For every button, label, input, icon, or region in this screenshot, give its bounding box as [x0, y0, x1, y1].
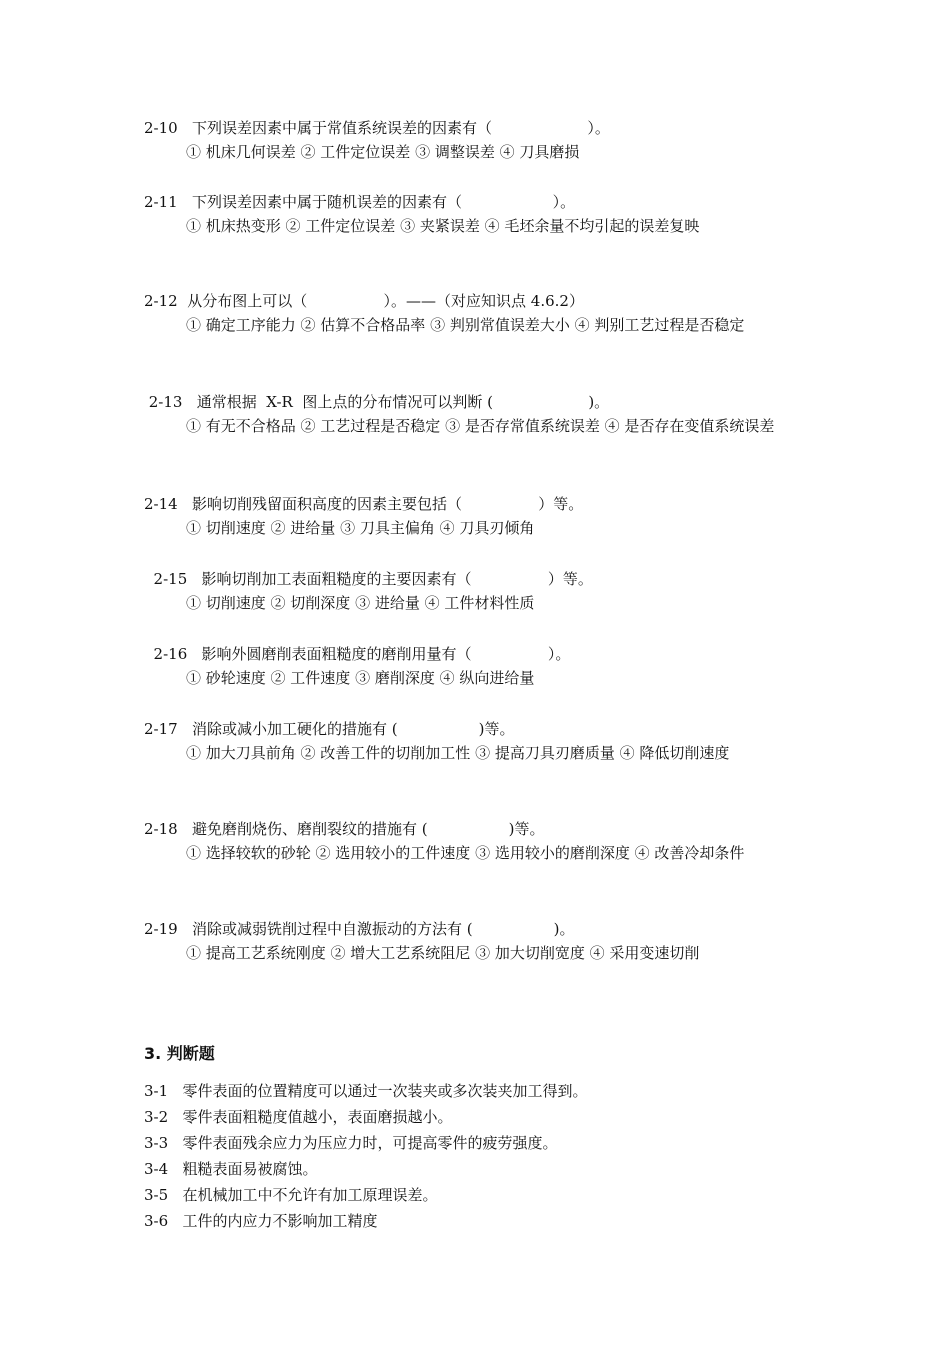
question-stem: 2-18 避免磨削烧伤、磨削裂纹的措施有 ( )等。 [144, 820, 545, 838]
question-stem: 2-12 从分布图上可以（ ）。——（对应知识点 4.6.2） [144, 292, 584, 310]
section-title: 3. 判断题 [144, 1044, 215, 1063]
question-options: ① 提高工艺系统刚度 ② 增大工艺系统阻尼 ③ 加大切削宽度 ④ 采用变速切削 [186, 944, 700, 962]
question-options: ① 选择较软的砂轮 ② 选用较小的工件速度 ③ 选用较小的磨削深度 ④ 改善冷却条件 [186, 844, 745, 862]
question-stem: 2-10 下列误差因素中属于常值系统误差的因素有（ ）。 [144, 119, 610, 137]
question-options: ① 切削速度 ② 进给量 ③ 刀具主偏角 ④ 刀具刃倾角 [186, 519, 535, 537]
question-options: ① 机床几何误差 ② 工件定位误差 ③ 调整误差 ④ 刀具磨损 [186, 143, 580, 161]
question-2-15 [144, 567, 804, 615]
question-options: ① 确定工序能力 ② 估算不合格品率 ③ 判别常值误差大小 ④ 判别工艺过程是否稳定 [186, 316, 745, 334]
true-false-list [144, 1078, 804, 1234]
question-2-13 [144, 390, 804, 438]
question-2-12 [144, 289, 804, 337]
question-stem: 2-17 消除或减小加工硬化的措施有 ( )等。 [144, 720, 515, 738]
question-2-19 [144, 917, 804, 965]
question-options: ① 机床热变形 ② 工件定位误差 ③ 夹紧误差 ④ 毛坯余量不均引起的误差复映 [186, 217, 700, 235]
question-options: ① 砂轮速度 ② 工件速度 ③ 磨削深度 ④ 纵向进给量 [186, 669, 535, 687]
question-options: ① 加大刀具前角 ② 改善工件的切削加工性 ③ 提高刀具刃磨质量 ④ 降低切削速度 [186, 744, 730, 762]
question-2-10 [144, 116, 804, 164]
list-item: 3-6 工件的内应力不影响加工精度 [144, 1212, 378, 1230]
question-2-16 [144, 642, 804, 690]
question-options: ① 有无不合格品 ② 工艺过程是否稳定 ③ 是否存常值系统误差 ④ 是否存在变值系统误差 [186, 417, 775, 435]
list-item: 3-3 零件表面残余应力为压应力时，可提高零件的疲劳强度。 [144, 1134, 558, 1152]
list-item: 3-5 在机械加工中不允许有加工原理误差。 [144, 1186, 438, 1204]
question-2-11 [144, 190, 804, 238]
question-2-17 [144, 717, 804, 765]
question-options: ① 切削速度 ② 切削深度 ③ 进给量 ④ 工件材料性质 [186, 594, 535, 612]
question-stem: 2-15 影响切削加工表面粗糙度的主要因素有（ ）等。 [144, 570, 593, 588]
question-stem: 2-19 消除或减弱铣削过程中自激振动的方法有 ( )。 [144, 920, 575, 938]
question-2-18 [144, 817, 804, 865]
question-2-14 [144, 492, 804, 540]
list-item: 3-4 粗糙表面易被腐蚀。 [144, 1160, 318, 1178]
question-stem: 2-16 影响外圆磨削表面粗糙度的磨削用量有（ ）。 [144, 645, 571, 663]
question-stem: 2-14 影响切削残留面积高度的因素主要包括（ ）等。 [144, 495, 584, 513]
question-stem: 2-13 通常根据 X-R 图上点的分布情况可以判断 ( )。 [144, 393, 610, 411]
list-item: 3-1 零件表面的位置精度可以通过一次装夹或多次装夹加工得到。 [144, 1082, 588, 1100]
list-item: 3-2 零件表面粗糙度值越小，表面磨损越小。 [144, 1108, 453, 1126]
question-stem: 2-11 下列误差因素中属于随机误差的因素有（ ）。 [144, 193, 576, 211]
